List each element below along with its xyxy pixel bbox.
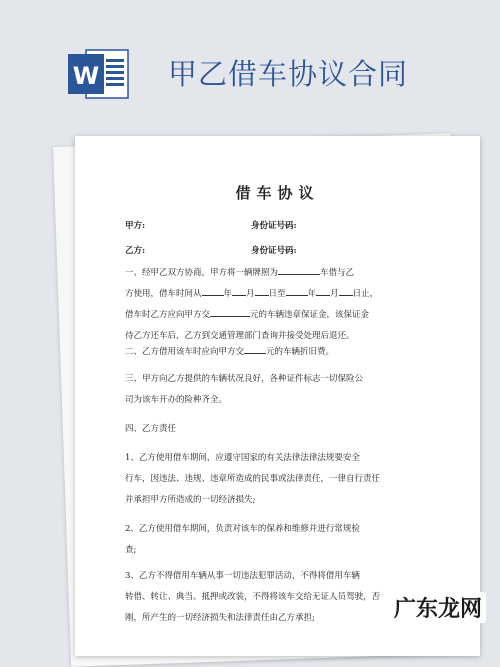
clause-1-text: 日止， — [352, 289, 379, 299]
clause-1 — [125, 263, 430, 347]
clause-3 — [125, 369, 430, 411]
clause-1-text: 方使用，借车时间从 — [125, 289, 202, 299]
clause-2-text: 元的车辆折旧费。 — [266, 347, 335, 357]
clause-1-text: 元的车辆违章保证金，该保证金 — [250, 310, 370, 320]
word-icon — [66, 46, 130, 102]
clause-4-1-text: 并承担甲方所造成的一切经济损失; — [125, 495, 256, 505]
clause-2-text: 二、乙方借用该车时应向甲方交 — [125, 347, 245, 357]
blank-month — [316, 286, 330, 296]
clause-4-1-text: 行车，因违法、违规、违章所造成的民事或法律责任，一律自行责任 — [125, 474, 381, 484]
clause-4-heading: 四、乙方责任 — [125, 424, 177, 434]
clause-1-text: 借车时乙方应向甲方交 — [125, 310, 211, 320]
clause-4-1-text: 1、乙方使用借车期间，应遵守国家的有关法律法律法规要安全 — [125, 453, 360, 463]
clause-1-text: 车借与乙 — [320, 268, 355, 278]
party-b-id-label: 身份证号码: — [251, 246, 297, 256]
party-a-label: 甲方: — [125, 221, 146, 231]
blank-plate — [278, 265, 320, 275]
clause-4-3-text: 转借、转让、典当、抵押或改装，不得将该车交给无证人员驾驶，否 — [125, 592, 381, 602]
document-heading: 甲乙借车协议合同 — [168, 57, 409, 91]
clause-4-3-text: 刚，所产生的一切经济损失和法律责任由乙方承担; — [125, 613, 315, 623]
blank-deposit — [210, 307, 250, 317]
clause-1-text: 月 — [330, 289, 339, 299]
clause-4-2-text: 查; — [125, 545, 137, 555]
clause-4-2 — [125, 519, 430, 561]
document-page — [75, 136, 480, 656]
blank-year — [286, 286, 308, 296]
clause-2 — [125, 342, 430, 363]
clause-1-text: 待乙方还车后，乙方到交通管理部门查询并接受处理后退还。 — [125, 331, 355, 341]
svg-text:W: W — [72, 62, 100, 90]
clause-1-text: 一、经甲乙双方协商，甲方将一辆牌照为 — [125, 268, 279, 278]
party-b-label: 乙方: — [125, 246, 146, 256]
header — [0, 0, 500, 130]
clause-3-text: 三、甲方向乙方提供的车辆状况良好，各种证件标志一切保险公 — [125, 374, 364, 384]
clause-4-1 — [125, 448, 430, 511]
blank-day — [339, 286, 353, 296]
clause-1-text: 日至 — [268, 289, 286, 299]
blank-day — [255, 286, 269, 296]
clause-4 — [125, 419, 430, 440]
clause-4-3-text: 3、乙方不得借用车辆从事一切违法犯罪活动，不得将借用车辆 — [125, 571, 360, 581]
clause-3-text: 司为该车开办的险种齐全。 — [125, 395, 228, 405]
party-a-id-label: 身份证号码: — [251, 221, 297, 231]
clause-1-text: 年 — [223, 289, 233, 299]
blank-year — [202, 286, 224, 296]
blank-month — [232, 286, 246, 296]
clause-1-text: 月 — [246, 289, 255, 299]
blank-depreciation — [244, 344, 266, 354]
clause-4-2-text: 2、乙方使用借车期间，负责对该车的保养和维修并进行常规检 — [125, 524, 360, 534]
clause-4-3 — [125, 566, 430, 629]
site-watermark: 广东龙网 — [390, 592, 486, 623]
page-title: 借车协议 — [235, 184, 320, 202]
clause-1-text: 年 — [307, 289, 317, 299]
